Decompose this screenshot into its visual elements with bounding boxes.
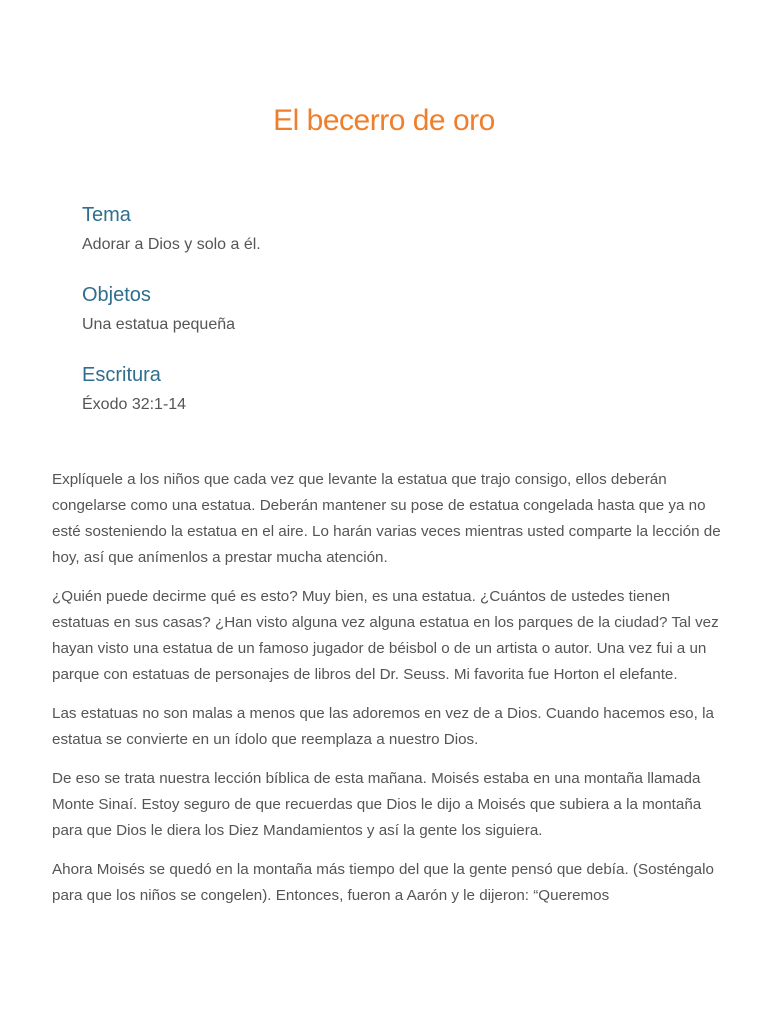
body-paragraph: Ahora Moisés se quedó en la montaña más tiempo del que la gente pensó que debía. (Sosténgalo para que los niños se congelen). Entonces, fueron a Aarón y le dijeron: “Queremos [52, 861, 714, 904]
page-title: El becerro de oro [273, 104, 495, 137]
body-paragraph: Explíquele a los niños que cada vez que levante la estatua que trajo consigo, ellos deberán congelarse como una estatua. Deberán mantener su pose de estatua congelada hasta que ya no esté sosteniendo la estatua en el aire. Lo harán varias veces mientras usted comparte la lección de hoy, así que anímenlos a prestar mucha atención. [52, 471, 721, 566]
theme-heading: Tema [82, 204, 131, 226]
lesson-info [82, 200, 682, 440]
objects-section [82, 280, 682, 340]
body-paragraph: De eso se trata nuestra lección bíblica de esta mañana. Moisés estaba en una montaña llamada Monte Sinaí. Estoy seguro de que recuerdas que Dios le dijo a Moisés que subiera a la montaña para que Dios le diera los Diez Mandamientos y así la gente los siguiera. [52, 770, 702, 839]
objects-heading: Objetos [82, 284, 151, 306]
body-paragraph: Las estatuas no son malas a menos que las adoremos en vez de a Dios. Cuando hacemos eso, la estatua se convierte en un ídolo que reemplaza a nuestro Dios. [52, 705, 714, 748]
objects-value: Una estatua pequeña [82, 316, 236, 333]
theme-value: Adorar a Dios y solo a él. [82, 236, 261, 253]
theme-section [82, 200, 682, 260]
lesson-body [52, 467, 722, 922]
scripture-heading: Escritura [82, 364, 161, 386]
body-paragraph: ¿Quién puede decirme qué es esto? Muy bien, es una estatua. ¿Cuántos de ustedes tienen estatuas en sus casas? ¿Han visto alguna vez alguna estatua en los parques de la ciudad? Tal vez hayan visto una estatua de un famoso jugador de béisbol o de un artista o autor. Una vez fui a un parque con estatuas de personajes de libros del Dr. Seuss. Mi favorita fue Horton el elefante. [52, 588, 719, 683]
scripture-value: Éxodo 32:1-14 [82, 396, 187, 413]
scripture-section [82, 360, 682, 420]
